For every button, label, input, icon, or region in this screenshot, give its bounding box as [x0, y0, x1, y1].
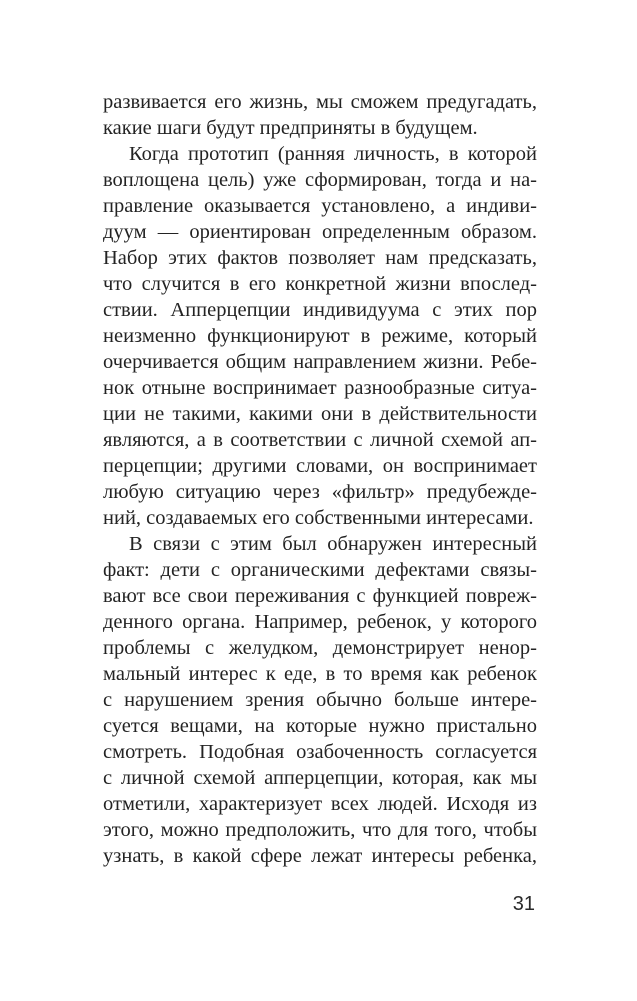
text-line: Когда прототип (ранняя личность, в которой [129, 143, 537, 165]
text-line: какие шаги будут предприняты в будущем. [103, 117, 478, 139]
text-line: что случится в его конкретной жизни впослед- [103, 273, 537, 295]
text-line: любую ситуацию через «фильтр» предубежде- [103, 481, 537, 503]
text-line: правление оказывается установлено, а индиви- [103, 195, 537, 217]
text-line: Набор этих фактов позволяет нам предсказать, [103, 247, 537, 269]
text-line: мальный интерес к еде, в то время как ребенок [103, 663, 537, 685]
body-text [103, 89, 537, 869]
text-line: отметили, характеризует всех людей. Исходя из [103, 793, 537, 815]
text-line: ции не такими, какими они в действительности [103, 403, 537, 425]
text-line: являются, а в соответствии с личной схемой ап- [103, 429, 537, 451]
page-number: 31 [512, 893, 535, 915]
text-line: смотреть. Подобная озабоченность согласуется [103, 741, 537, 763]
text-line: ствии. Апперцепции индивидуума с этих пор [103, 299, 537, 321]
text-line: с личной схемой апперцепции, которая, как мы [103, 767, 537, 789]
text-line: неизменно функционируют в режиме, который [103, 325, 537, 347]
text-line: воплощена цель) уже сформирован, тогда и на- [103, 169, 537, 191]
text-line: узнать, в какой сфере лежат интересы ребенка, [103, 845, 537, 867]
text-line: денного органа. Например, ребенок, у которого [103, 611, 537, 633]
text-line: факт: дети с органическими дефектами связы- [103, 559, 537, 581]
text-line: нок отныне воспринимает разнообразные ситуа- [103, 377, 537, 399]
text-line: развивается его жизнь, мы сможем предугадать, [103, 91, 537, 113]
text-line: этого, можно предположить, что для того, чтобы [103, 819, 537, 841]
text-line: ний, создаваемых его собственными интересами. [103, 507, 534, 529]
text-line: суется вещами, на которые нужно пристально [103, 715, 537, 737]
text-line: перцепции; другими словами, он воспринимает [103, 455, 537, 477]
text-line: В связи с этим был обнаружен интересный [129, 533, 537, 555]
text-line: дуум — ориентирован определенным образом. [103, 221, 537, 243]
text-line: очерчивается общим направлением жизни. Ребе- [103, 351, 537, 373]
text-line: с нарушением зрения обычно больше интере- [103, 689, 537, 711]
text-line: вают все свои переживания с функцией повреж- [103, 585, 537, 607]
text-line: проблемы с желудком, демонстрирует ненор- [103, 637, 537, 659]
